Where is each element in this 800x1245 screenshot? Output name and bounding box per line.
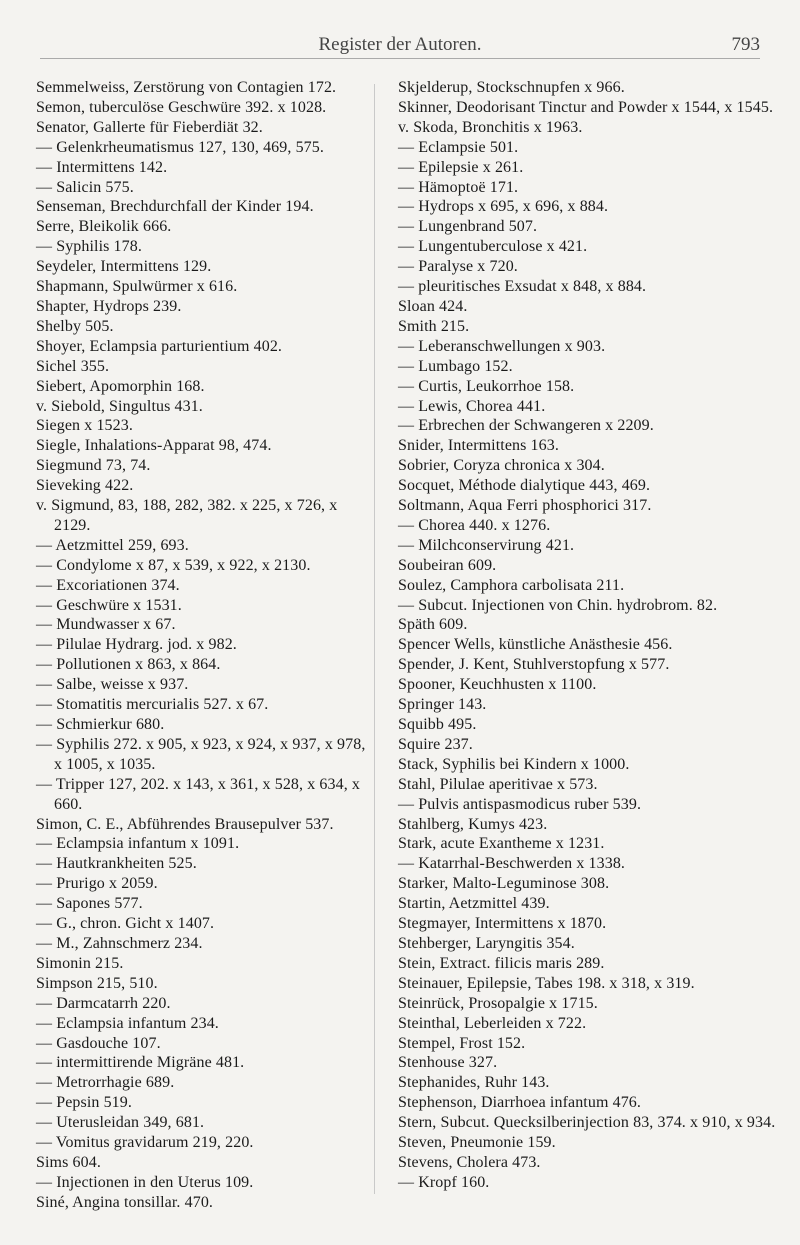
index-entry: Stahlberg, Kumys 423.: [398, 815, 548, 833]
index-entry: — Paralyse x 720.: [398, 258, 518, 276]
index-entry: Stern, Subcut. Quecksilberinjection 83, 374. x 910, x 934.: [398, 1114, 776, 1132]
page-number: 793: [731, 34, 760, 55]
index-entry: Seydeler, Intermittens 129.: [36, 258, 212, 276]
index-entry: Sims 604.: [36, 1153, 101, 1171]
index-entry: — Syphilis 178.: [36, 238, 142, 256]
index-entry: Sichel 355.: [36, 357, 110, 375]
index-entry: — Syphilis 272. x 905, x 923, x 924, x 937, x 978, x 1005, x 1035.: [36, 735, 366, 773]
index-entry: Spencer Wells, künstliche Anästhesie 456.: [398, 636, 673, 654]
index-entry: Simonin 215.: [36, 954, 124, 972]
index-entry: Stephenson, Diarrhoea infantum 476.: [398, 1094, 641, 1112]
index-entry: Steinrück, Prosopalgie x 1715.: [398, 994, 598, 1012]
index-entry: — Milchconservirung 421.: [398, 536, 575, 554]
index-entry: Siebert, Apomorphin 168.: [36, 377, 205, 395]
index-entry: Shoyer, Eclampsia parturientium 402.: [36, 337, 283, 355]
index-entry: — Metrorrhagie 689.: [36, 1074, 175, 1092]
index-entry: — Aetzmittel 259, 693.: [36, 536, 189, 554]
index-entry: Siné, Angina tonsillar. 470.: [36, 1193, 214, 1211]
index-entry: Snider, Intermittens 163.: [398, 437, 559, 455]
index-entry: Semmelweiss, Zerstörung von Contagien 172.: [36, 79, 337, 96]
index-entry: — Curtis, Leukorrhoe 158.: [398, 377, 575, 395]
index-entry: — Hydrops x 695, x 696, x 884.: [398, 198, 609, 216]
index-entry: Steinthal, Leberleiden x 722.: [398, 1014, 587, 1032]
index-entry: Stehberger, Laryngitis 354.: [398, 934, 575, 952]
index-entry: Senseman, Brechdurchfall der Kinder 194.: [36, 198, 314, 216]
index-entry: — Pilulae Hydrarg. jod. x 982.: [36, 636, 237, 654]
index-entry: Späth 609.: [398, 616, 468, 634]
column-divider: [374, 84, 375, 1194]
index-entry: — Gasdouche 107.: [36, 1034, 161, 1052]
index-entry: Senator, Gallerte für Fieberdiät 32.: [36, 118, 263, 136]
index-entry: Skjelderup, Stockschnupfen x 966.: [398, 79, 625, 96]
index-entry: Soubeiran 609.: [398, 556, 497, 574]
index-entry: — Uterusleidan 349, 681.: [36, 1114, 205, 1132]
index-entry: Shapmann, Spulwürmer x 616.: [36, 278, 238, 296]
index-entry: Stenhouse 327.: [398, 1054, 498, 1072]
index-entry: Simpson 215, 510.: [36, 974, 158, 992]
index-entry: Skinner, Deodorisant Tinctur and Powder x 1544, x 1545.: [398, 98, 774, 116]
index-entry: — Pollutionen x 863, x 864.: [36, 656, 221, 674]
index-entry: — Vomitus gravidarum 219, 220.: [36, 1134, 254, 1152]
index-entry: — intermittirende Migräne 481.: [36, 1054, 245, 1072]
index-entry: Stahl, Pilulae aperitivae x 573.: [398, 775, 598, 793]
index-entry: Startin, Aetzmittel 439.: [398, 895, 550, 913]
index-entry: Serre, Bleikolik 666.: [36, 218, 172, 236]
index-entry: Shelby 505.: [36, 317, 114, 335]
index-entry: — Injectionen in den Uterus 109.: [36, 1173, 254, 1191]
index-entry: — Excoriationen 374.: [36, 576, 180, 594]
left-column: [36, 78, 366, 1213]
index-entry: Squibb 495.: [398, 716, 477, 733]
index-entry: — pleuritisches Exsudat x 848, x 884.: [398, 278, 647, 296]
index-entry: — Epilepsie x 261.: [398, 158, 524, 176]
index-entry: — Lumbago 152.: [398, 357, 513, 375]
index-entry: Starker, Malto-Leguminose 308.: [398, 875, 610, 893]
index-entry: Semon, tuberculöse Geschwüre 392. x 1028.: [36, 98, 327, 116]
index-entry: Sieveking 422.: [36, 477, 134, 495]
index-entry: — Condylome x 87, x 539, x 922, x 2130.: [36, 556, 311, 574]
index-entry: Stephanides, Ruhr 143.: [398, 1074, 550, 1092]
index-entry: Squire 237.: [398, 735, 473, 753]
index-entry: — Lungenbrand 507.: [398, 218, 538, 236]
index-entry: — Eclampsie 501.: [398, 138, 519, 156]
index-entry: Stegmayer, Intermittens x 1870.: [398, 915, 607, 933]
index-entry: Shapter, Hydrops 239.: [36, 297, 182, 315]
index-entry: — Eclampsia infantum x 1091.: [36, 835, 240, 853]
index-entry: Sloan 424.: [398, 297, 468, 315]
index-entry: — Lungentuberculose x 421.: [398, 238, 588, 256]
index-entry: Spender, J. Kent, Stuhlverstopfung x 577.: [398, 656, 670, 674]
index-entry: — Geschwüre x 1531.: [36, 596, 182, 614]
index-entry: — Pepsin 519.: [36, 1094, 132, 1112]
index-entry: — Katarrhal-Beschwerden x 1338.: [398, 855, 626, 873]
index-entry: — Pulvis antispasmodicus ruber 539.: [398, 795, 642, 813]
index-entry: — Intermittens 142.: [36, 158, 168, 176]
index-entry: Stempel, Frost 152.: [398, 1034, 526, 1052]
index-entry: — Sapones 577.: [36, 895, 143, 913]
index-entry: Simon, C. E., Abführendes Brausepulver 537.: [36, 815, 334, 833]
index-entry: — Mundwasser x 67.: [36, 616, 176, 634]
index-entry: Socquet, Méthode dialytique 443, 469.: [398, 477, 651, 495]
index-entry: v. Siebold, Singultus 431.: [36, 397, 203, 415]
index-entry: Stark, acute Exantheme x 1231.: [398, 835, 605, 853]
index-entry: Soulez, Camphora carbolisata 211.: [398, 576, 625, 594]
index-entry: — Darmcatarrh 220.: [36, 994, 171, 1012]
index-entry: Stack, Syphilis bei Kindern x 1000.: [398, 755, 630, 773]
index-entry: Steinauer, Epilepsie, Tabes 198. x 318, x 319.: [398, 974, 695, 992]
index-entry: — Leberanschwellungen x 903.: [398, 337, 606, 355]
index-entry: — Salbe, weisse x 937.: [36, 676, 189, 694]
index-entry: Steven, Pneumonie 159.: [398, 1134, 556, 1152]
index-entry: Siegen x 1523.: [36, 417, 133, 435]
index-entry: Siegmund 73, 74.: [36, 457, 151, 475]
index-entry: — Schmierkur 680.: [36, 716, 165, 733]
index-entry: v. Skoda, Bronchitis x 1963.: [398, 118, 583, 136]
index-entry: Smith 215.: [398, 317, 470, 335]
right-column: [398, 78, 778, 1193]
index-entry: — G., chron. Gicht x 1407.: [36, 915, 215, 933]
index-entry: — Stomatitis mercurialis 527. x 67.: [36, 696, 269, 714]
index-entry: Sobrier, Coryza chronica x 304.: [398, 457, 605, 475]
index-entry: — Subcut. Injectionen von Chin. hydrobrom. 82.: [398, 596, 718, 614]
index-entry: Stevens, Cholera 473.: [398, 1153, 541, 1171]
index-entry: Soltmann, Aqua Ferri phosphorici 317.: [398, 497, 652, 515]
index-entry: — Prurigo x 2059.: [36, 875, 158, 893]
index-entry: — Chorea 440. x 1276.: [398, 516, 551, 534]
page-header: [40, 34, 760, 59]
index-entry: — Erbrechen der Schwangeren x 2209.: [398, 417, 654, 435]
index-entry: — Tripper 127, 202. x 143, x 361, x 528, x 634, x 660.: [36, 775, 361, 813]
index-entry: Springer 143.: [398, 696, 487, 714]
index-entry: v. Sigmund, 83, 188, 282, 382. x 225, x 726, x 2129.: [36, 497, 338, 534]
index-entry: — Gelenkrheumatismus 127, 130, 469, 575.: [36, 138, 324, 156]
index-entry: — M., Zahnschmerz 234.: [36, 934, 203, 952]
index-entry: — Hämoptoë 171.: [398, 178, 519, 196]
index-entry: — Eclampsia infantum 234.: [36, 1014, 219, 1032]
running-title: Register der Autoren.: [318, 34, 482, 55]
index-entry: Siegle, Inhalations-Apparat 98, 474.: [36, 437, 272, 455]
index-entry: Stein, Extract. filicis maris 289.: [398, 954, 605, 972]
index-entry: — Lewis, Chorea 441.: [398, 397, 546, 415]
index-entry: Spooner, Keuchhusten x 1100.: [398, 676, 597, 694]
index-entry: — Hautkrankheiten 525.: [36, 855, 197, 873]
index-entry: — Kropf 160.: [398, 1173, 490, 1191]
index-entry: — Salicin 575.: [36, 178, 134, 196]
